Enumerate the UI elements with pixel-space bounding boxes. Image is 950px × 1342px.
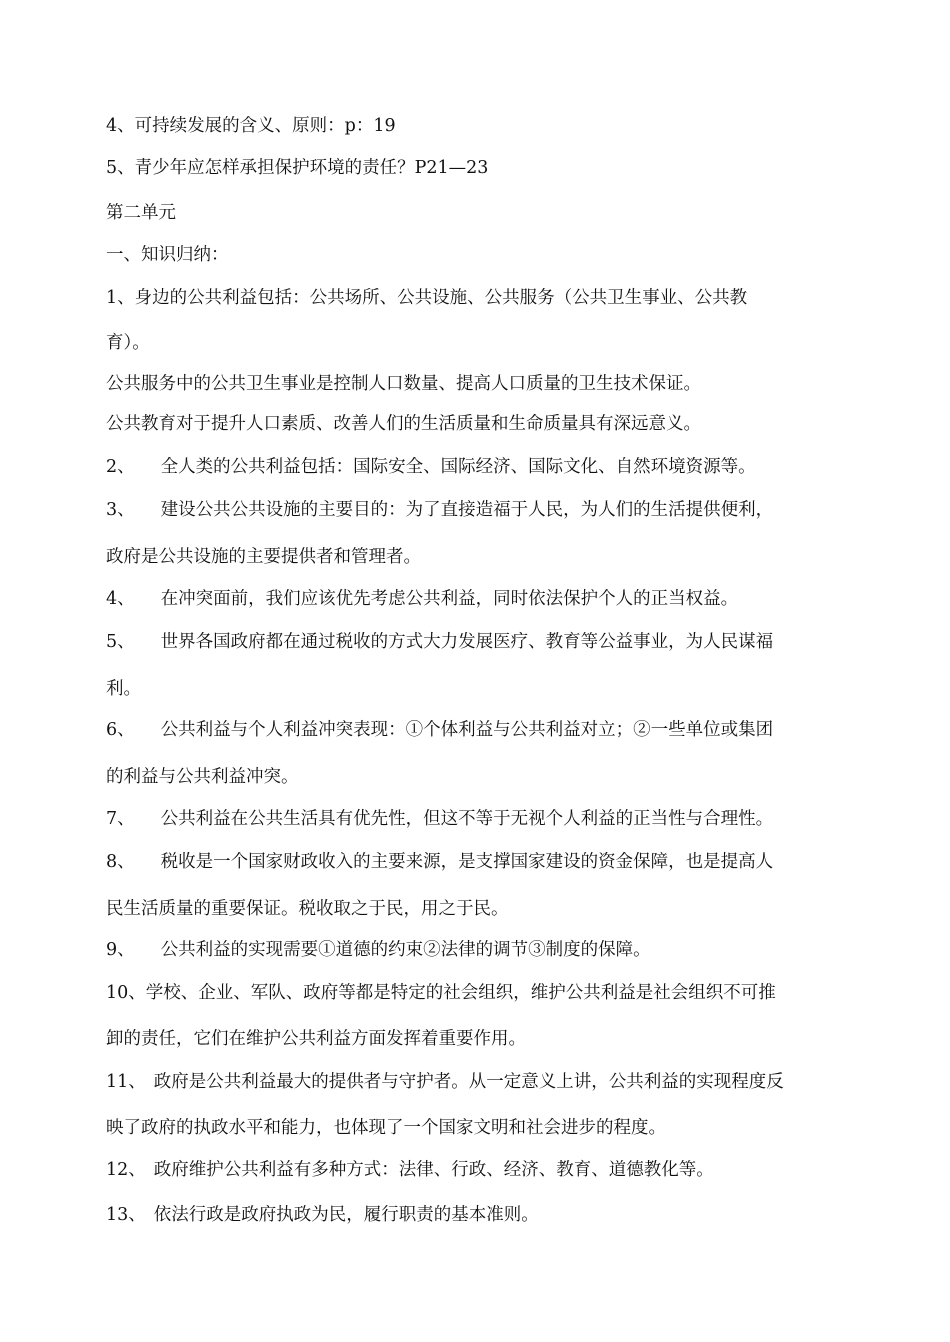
numbered-item — [106, 498, 851, 522]
numbered-item — [106, 455, 851, 479]
text-line: 的利益与公共利益冲突。 — [106, 767, 299, 787]
text-line: 映了政府的执政水平和能力，也体现了一个国家文明和社会进步的程度。 — [106, 1118, 666, 1138]
item-number: 9、 — [106, 940, 135, 960]
item-text: 公共利益的实现需要①道德的约束②法律的调节③制度的保障。 — [160, 940, 651, 960]
text-line: 1、身边的公共利益包括：公共场所、公共设施、公共服务（公共卫生事业、公共教 — [106, 288, 748, 308]
text-line: 公共教育对于提升人口素质、改善人们的生活质量和生命质量具有深远意义。 — [106, 414, 701, 434]
numbered-item — [106, 807, 851, 831]
item-number: 11、 — [106, 1072, 146, 1092]
text-line: 4、可持续发展的含义、原则：p：19 — [106, 116, 396, 136]
numbered-item — [106, 587, 851, 611]
item-text: 建设公共公共设施的主要目的：为了直接造福于人民，为人们的生活提供便利， — [160, 500, 774, 520]
text-line: 卸的责任，它们在维护公共利益方面发挥着重要作用。 — [106, 1029, 526, 1049]
numbered-item — [106, 630, 851, 654]
text-line: 5、青少年应怎样承担保护环境的责任？P21—23 — [106, 158, 489, 178]
item-number: 12、 — [106, 1160, 146, 1180]
item-number: 13、 — [106, 1205, 146, 1225]
item-text: 在冲突面前，我们应该优先考虑公共利益，同时依法保护个人的正当权益。 — [160, 589, 739, 609]
item-text: 依法行政是政府执政为民，履行职责的基本准则。 — [153, 1205, 539, 1225]
item-text: 公共利益在公共生活具有优先性，但这不等于无视个人利益的正当性与合理性。 — [160, 809, 774, 829]
text-line: 育）。 — [106, 333, 150, 353]
text-line: 民生活质量的重要保证。税收取之于民，用之于民。 — [106, 899, 509, 919]
numbered-item — [106, 1158, 851, 1182]
item-number: 5、 — [106, 632, 135, 652]
item-number: 2、 — [106, 457, 135, 477]
item-text: 政府是公共利益最大的提供者与守护者。从一定意义上讲，公共利益的实现程度反 — [153, 1072, 784, 1092]
item-text: 税收是一个国家财政收入的主要来源，是支撑国家建设的资金保障，也是提高人 — [160, 852, 774, 872]
text-line: 利。 — [106, 679, 141, 699]
numbered-item — [106, 1070, 851, 1094]
text-line: 10、学校、企业、军队、政府等都是特定的社会组织，维护公共利益是社会组织不可推 — [106, 983, 776, 1003]
numbered-item — [106, 718, 851, 742]
subsection-heading: 一、知识归纳： — [106, 245, 229, 265]
numbered-item — [106, 1203, 851, 1227]
numbered-item — [106, 938, 851, 962]
item-number: 6、 — [106, 720, 135, 740]
numbered-item — [106, 850, 851, 874]
item-number: 3、 — [106, 500, 135, 520]
section-heading: 第二单元 — [106, 203, 176, 223]
item-number: 7、 — [106, 809, 135, 829]
item-text: 公共利益与个人利益冲突表现：①个体利益与公共利益对立；②一些单位或集团 — [160, 720, 774, 740]
text-line: 公共服务中的公共卫生事业是控制人口数量、提高人口质量的卫生技术保证。 — [106, 374, 701, 394]
item-number: 4、 — [106, 589, 135, 609]
item-text: 全人类的公共利益包括：国际安全、国际经济、国际文化、自然环境资源等。 — [160, 457, 756, 477]
item-text: 世界各国政府都在通过税收的方式大力发展医疗、教育等公益事业，为人民谋福 — [160, 632, 774, 652]
item-number: 8、 — [106, 852, 135, 872]
item-text: 政府维护公共利益有多种方式：法律、行政、经济、教育、道德教化等。 — [153, 1160, 714, 1180]
text-line: 政府是公共设施的主要提供者和管理者。 — [106, 547, 421, 567]
